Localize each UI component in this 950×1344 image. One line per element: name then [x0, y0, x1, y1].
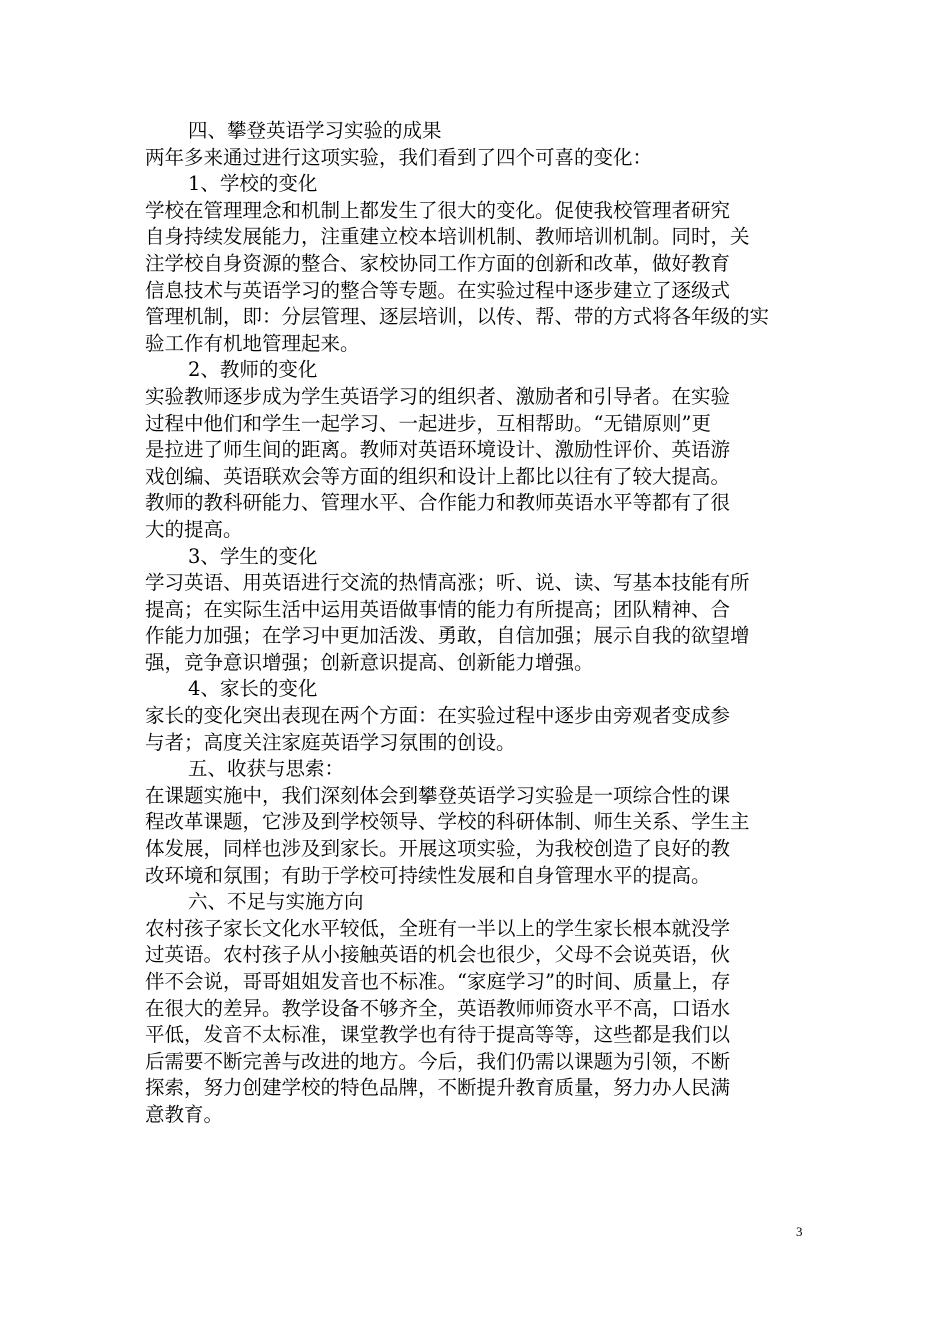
paragraph-line: 程改革课题，它涉及到学校领导、学校的科研体制、师生关系、学生主: [145, 810, 750, 834]
paragraph-line: 意教育。: [145, 1102, 224, 1126]
paragraph-line: 在很大的差异。教学设备不够齐全，英语教师师资水平不高，口语水: [145, 996, 731, 1020]
subsection-heading: 1、学校的变化: [188, 172, 318, 196]
paragraph-line: 与者；高度关注家庭英语学习氛围的创设。: [145, 730, 516, 754]
section-heading: 四、攀登英语学习实验的成果: [188, 119, 442, 142]
paragraph-line: 后需要不断完善与改进的地方。今后，我们仍需以课题为引领，不断: [145, 1049, 731, 1073]
page-number: 3: [796, 1224, 803, 1239]
paragraph-line: 是拉进了师生间的距离。教师对英语环境设计、激励性评价、英语游: [145, 438, 731, 462]
paragraph-line: 强，竞争意识增强；创新意识提高、创新能力增强。: [145, 650, 594, 674]
section-heading: 六、不足与实施方向: [188, 890, 364, 914]
paragraph-line: 体发展，同样也涉及到家长。开展这项实验，为我校创造了良好的教: [145, 837, 731, 861]
paragraph-line: 提高；在实际生活中运用英语做事情的能力有所提高；团队精神、合: [145, 597, 731, 621]
paragraph-line: 验工作有机地管理起来。: [145, 331, 360, 355]
subsection-heading: 2、教师的变化: [188, 358, 318, 382]
paragraph-line: 两年多来通过进行这项实验，我们看到了四个可喜的变化：: [145, 145, 653, 169]
paragraph-line: 教师的教科研能力、管理水平、合作能力和教师英语水平等都有了很: [145, 491, 731, 515]
paragraph-line: 戏创编、英语联欢会等方面的组织和设计上都比以往有了较大提高。: [145, 464, 731, 488]
paragraph-line: 学校在管理理念和机制上都发生了很大的变化。促使我校管理者研究: [145, 198, 731, 222]
paragraph-line: 过程中他们和学生一起学习、一起进步，互相帮助。“无错原则”更: [145, 411, 711, 435]
paragraph-line: 实验教师逐步成为学生英语学习的组织者、激励者和引导者。在实验: [145, 384, 731, 408]
paragraph-line: 注学校自身资源的整合、家校协同工作方面的创新和改革，做好教育: [145, 251, 731, 275]
paragraph-line: 自身持续发展能力，注重建立校本培训机制、教师培训机制。同时，关: [145, 225, 750, 249]
paragraph-line: 改环境和氛围；有助于学校可持续性发展和自身管理水平的提高。: [145, 863, 711, 887]
paragraph-line: 在课题实施中，我们深刻体会到攀登英语学习实验是一项综合性的课: [145, 783, 731, 807]
section-heading: 五、收获与思索：: [188, 757, 345, 781]
paragraph-line: 信息技术与英语学习的整合等专题。在实验过程中逐步建立了逐级式: [145, 278, 731, 302]
paragraph-line: 探索，努力创建学校的特色品牌，不断提升教育质量，努力办人民满: [145, 1076, 731, 1100]
paragraph-line: 家长的变化突出表现在两个方面：在实验过程中逐步由旁观者变成参: [145, 704, 731, 728]
paragraph-line: 管理机制，即：分层管理、逐层培训，以传、帮、带的方式将各年级的实: [145, 305, 770, 329]
paragraph-line: 农村孩子家长文化水平较低，全班有一半以上的学生家长根本就没学: [145, 916, 731, 940]
paragraph-line: 大的提高。: [145, 517, 243, 541]
subsection-heading: 3、学生的变化: [188, 544, 318, 568]
document-body: [145, 118, 813, 1129]
paragraph-line: 伴不会说，哥哥姐姐发音也不标准。“家庭学习”的时间、质量上，存: [145, 970, 731, 993]
paragraph-line: 平低，发音不太标准，课堂教学也有待于提高等等，这些都是我们以: [145, 1023, 731, 1047]
paragraph-line: 过英语。农村孩子从小接触英语的机会也很少，父母不会说英语，伙: [145, 943, 731, 967]
subsection-heading: 4、家长的变化: [188, 677, 318, 701]
paragraph-line: 学习英语、用英语进行交流的热情高涨；听、说、读、写基本技能有所: [145, 571, 750, 595]
paragraph-line: 作能力加强；在学习中更加活泼、勇敢，自信加强；展示自我的欲望增: [145, 624, 750, 648]
